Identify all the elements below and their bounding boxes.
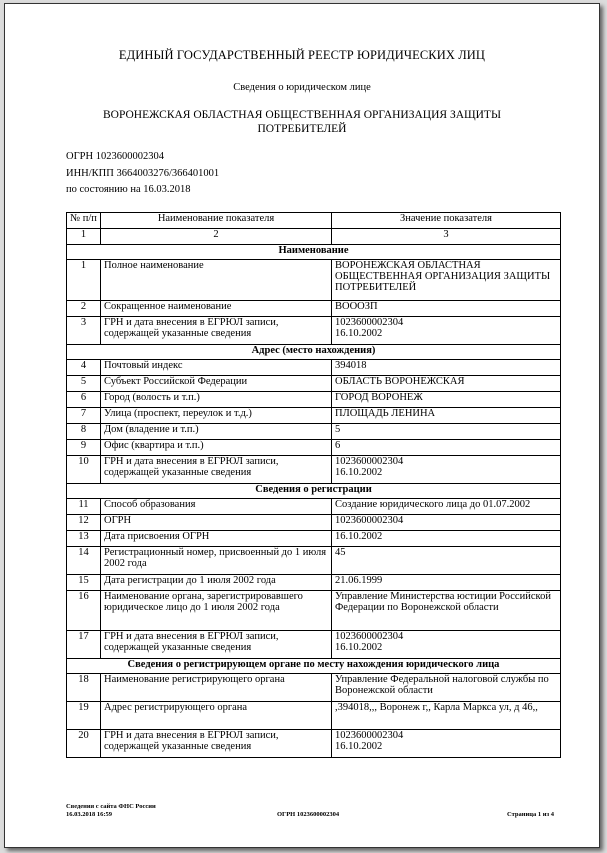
section-row (67, 245, 561, 260)
row-value: 6 (332, 440, 561, 456)
table-row (67, 499, 561, 515)
row-name: Дата регистрации до 1 июля 2002 года (101, 575, 332, 591)
row-value-date: 16.10.2002 (335, 467, 383, 478)
footer-ogrn: ОГРН 1023600002304 (277, 811, 340, 818)
row-value: ПЛОЩАДЬ ЛЕНИНА (332, 408, 561, 424)
row-number: 12 (67, 515, 101, 531)
table-row (67, 408, 561, 424)
column-number-cell: 1 (67, 229, 101, 245)
row-value: 16.10.2002 (332, 531, 561, 547)
row-number: 8 (67, 424, 101, 440)
row-number: 11 (67, 499, 101, 515)
header-cell-name: Наименование показателя (101, 213, 332, 229)
organization-name-line2: ПОТРЕБИТЕЛЕЙ (257, 123, 347, 135)
row-number: 3 (67, 317, 101, 345)
row-value (332, 456, 561, 484)
row-number: 14 (67, 547, 101, 575)
row-name: Сокращенное наименование (101, 301, 332, 317)
table-row (67, 575, 561, 591)
row-number: 16 (67, 591, 101, 631)
row-number: 19 (67, 702, 101, 730)
row-number: 4 (67, 360, 101, 376)
document-subtitle: Сведения о юридическом лице (233, 82, 371, 93)
table-row (67, 591, 561, 631)
inn-kpp-line: ИНН/КПП 3664003276/366401001 (66, 168, 220, 179)
row-value: ,394018,,, Воронеж г,, Карла Маркса ул, д 46,, (332, 702, 561, 730)
row-value-date: 16.10.2002 (335, 741, 383, 752)
footer-timestamp: 16.03.2018 16:59 (66, 811, 113, 818)
row-number: 1 (67, 260, 101, 301)
row-name: ГРН и дата внесения в ЕГРЮЛ записи, содержащей указанные сведения (101, 631, 332, 659)
row-number: 2 (67, 301, 101, 317)
row-number: 13 (67, 531, 101, 547)
row-number: 18 (67, 674, 101, 702)
row-value: ОБЛАСТЬ ВОРОНЕЖСКАЯ (332, 376, 561, 392)
row-number: 10 (67, 456, 101, 484)
row-number: 5 (67, 376, 101, 392)
row-name: Наименование регистрирующего органа (101, 674, 332, 702)
row-name: ГРН и дата внесения в ЕГРЮЛ записи, содержащей указанные сведения (101, 730, 332, 758)
column-number-row (67, 229, 561, 245)
table-row (67, 317, 561, 345)
column-number-cell: 2 (101, 229, 332, 245)
row-name: Улица (проспект, переулок и т.д.) (101, 408, 332, 424)
header-cell-value: Значение показателя (332, 213, 561, 229)
table-row (67, 531, 561, 547)
as-of-date-line: по состоянию на 16.03.2018 (66, 184, 191, 195)
row-value (332, 730, 561, 758)
row-value: 21.06.1999 (332, 575, 561, 591)
row-name: Адрес регистрирующего органа (101, 702, 332, 730)
table-row (67, 260, 561, 301)
row-value: 45 (332, 547, 561, 575)
row-value-grn: 1023600002304 (335, 456, 404, 467)
section-heading: Наименование (67, 245, 561, 260)
row-value: 5 (332, 424, 561, 440)
row-value: ГОРОД ВОРОНЕЖ (332, 392, 561, 408)
row-value: Создание юридического лица до 01.07.2002 (332, 499, 561, 515)
row-name: Способ образования (101, 499, 332, 515)
table-row (67, 360, 561, 376)
row-name: Офис (квартира и т.п.) (101, 440, 332, 456)
registry-table (66, 212, 561, 758)
row-value: 1023600002304 (332, 515, 561, 531)
row-value: ВОРОНЕЖСКАЯ ОБЛАСТНАЯ ОБЩЕСТВЕННАЯ ОРГАНИЗАЦИЯ ЗАЩИТЫ ПОТРЕБИТЕЛЕЙ (332, 260, 561, 301)
section-row (67, 484, 561, 499)
footer-source (66, 803, 156, 819)
organization-name (5, 108, 599, 136)
row-name: Наименование органа, зарегистрировавшего юридическое лицо до 1 июля 2002 года (101, 591, 332, 631)
row-number: 15 (67, 575, 101, 591)
section-row (67, 345, 561, 360)
section-heading: Сведения о регистрации (67, 484, 561, 499)
footer-source-text: Сведения с сайта ФНС России (66, 803, 156, 810)
header-row (67, 213, 561, 229)
table-row (67, 301, 561, 317)
table-row (67, 674, 561, 702)
row-value-grn: 1023600002304 (335, 317, 404, 328)
row-number: 9 (67, 440, 101, 456)
row-name: ОГРН (101, 515, 332, 531)
row-value (332, 317, 561, 345)
row-name: Субъект Российской Федерации (101, 376, 332, 392)
row-value-date: 16.10.2002 (335, 328, 383, 339)
row-name: Полное наименование (101, 260, 332, 301)
row-value: 394018 (332, 360, 561, 376)
row-name: ГРН и дата внесения в ЕГРЮЛ записи, содержащей указанные сведения (101, 317, 332, 345)
table-row (67, 515, 561, 531)
document-page (4, 3, 600, 848)
table-row (67, 631, 561, 659)
table-row (67, 424, 561, 440)
section-heading: Сведения о регистрирующем органе по месту нахождения юридического лица (67, 659, 561, 674)
table-row (67, 440, 561, 456)
row-number: 17 (67, 631, 101, 659)
footer-page-number: Страница 1 из 4 (507, 811, 554, 818)
organization-name-line1: ВОРОНЕЖСКАЯ ОБЛАСТНАЯ ОБЩЕСТВЕННАЯ ОРГАНИЗАЦИЯ ЗАЩИТЫ (102, 109, 501, 121)
column-number-cell: 3 (332, 229, 561, 245)
row-number: 6 (67, 392, 101, 408)
section-heading: Адрес (место нахождения) (67, 345, 561, 360)
header-cell-number: № п/п (67, 213, 101, 229)
row-value: Управление Министерства юстиции Российской Федерации по Воронежской области (332, 591, 561, 631)
table-row (67, 376, 561, 392)
row-value (332, 631, 561, 659)
row-value-date: 16.10.2002 (335, 642, 383, 653)
ogrn-line: ОГРН 1023600002304 (66, 151, 164, 162)
row-name: Город (волость и т.п.) (101, 392, 332, 408)
row-number: 20 (67, 730, 101, 758)
row-value: ВОООЗП (332, 301, 561, 317)
row-name: Регистрационный номер, присвоенный до 1 июля 2002 года (101, 547, 332, 575)
row-number: 7 (67, 408, 101, 424)
row-name: Дом (владение и т.п.) (101, 424, 332, 440)
table-row (67, 730, 561, 758)
table-row (67, 547, 561, 575)
row-name: Почтовый индекс (101, 360, 332, 376)
section-row (67, 659, 561, 674)
row-value-grn: 1023600002304 (335, 730, 404, 741)
row-value-grn: 1023600002304 (335, 631, 404, 642)
table-row (67, 456, 561, 484)
row-value: Управление Федеральной налоговой службы по Воронежской области (332, 674, 561, 702)
table-row (67, 702, 561, 730)
row-name: ГРН и дата внесения в ЕГРЮЛ записи, содержащей указанные сведения (101, 456, 332, 484)
row-name: Дата присвоения ОГРН (101, 531, 332, 547)
registry-title: ЕДИНЫЙ ГОСУДАРСТВЕННЫЙ РЕЕСТР ЮРИДИЧЕСКИХ ЛИЦ (118, 48, 486, 62)
table-row (67, 392, 561, 408)
